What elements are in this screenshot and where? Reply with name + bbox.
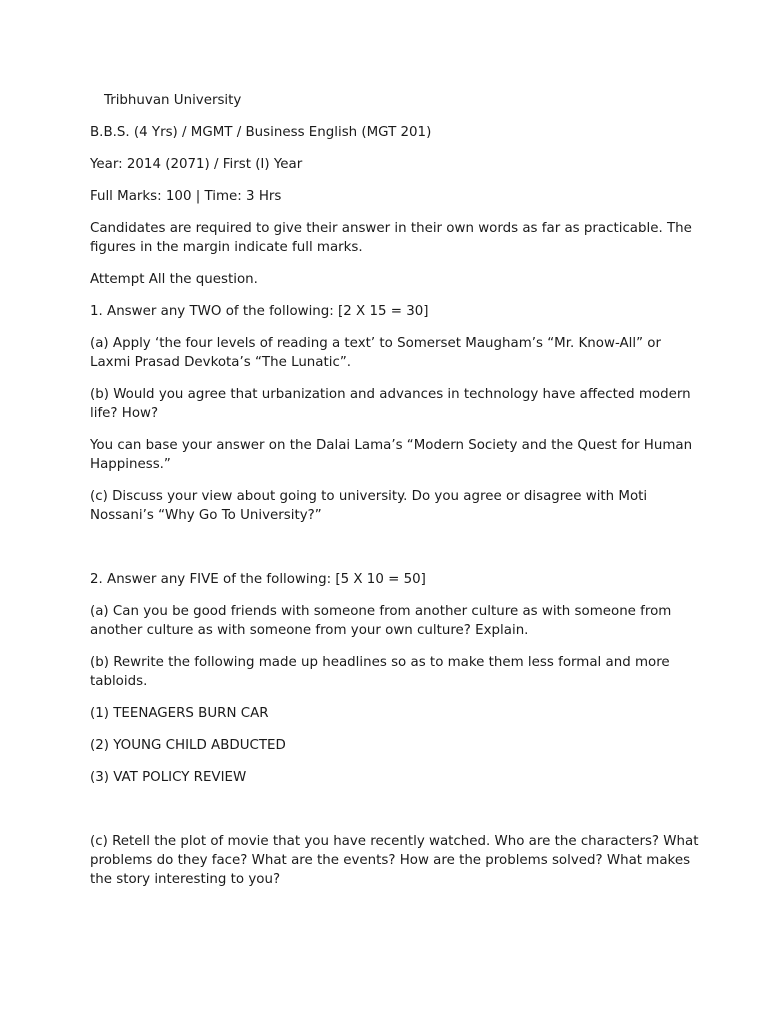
university-name: Tribhuvan University bbox=[104, 93, 242, 108]
question-1-heading: 1. Answer any TWO of the following: [2 X 15 = 30] bbox=[90, 304, 429, 319]
headline-item: (2) YOUNG CHILD ABDUCTED bbox=[90, 738, 286, 753]
exam-document bbox=[90, 91, 700, 902]
spacer bbox=[90, 538, 700, 570]
marks-time-info: Full Marks: 100 | Time: 3 Hrs bbox=[90, 189, 282, 204]
question-2c: (c) Retell the plot of movie that you have recently watched. Who are the characters? What problems do they face? What are the events? How are the problems solved? What makes the story interesting to you? bbox=[90, 834, 699, 887]
question-1b-note: You can base your answer on the Dalai Lama’s “Modern Society and the Quest for Human Happiness.” bbox=[90, 438, 693, 472]
question-2a: (a) Can you be good friends with someone from another culture as with someone from another culture as with someone from your own culture? Explain. bbox=[90, 604, 672, 638]
year-info: Year: 2014 (2071) / First (I) Year bbox=[90, 157, 303, 172]
course-info: B.B.S. (4 Yrs) / MGMT / Business English (MGT 201) bbox=[90, 125, 432, 140]
question-1a: (a) Apply ‘the four levels of reading a text’ to Somerset Maugham’s “Mr. Know-All” or Laxmi Prasad Devkota’s “The Lunatic”. bbox=[90, 336, 661, 370]
attempt-instruction: Attempt All the question. bbox=[90, 272, 258, 287]
instructions: Candidates are required to give their answer in their own words as far as practicable. The figures in the margin indicate full marks. bbox=[90, 221, 692, 255]
spacer bbox=[90, 800, 700, 832]
question-2b: (b) Rewrite the following made up headlines so as to make them less formal and more tabloids. bbox=[90, 655, 670, 689]
question-1b: (b) Would you agree that urbanization and advances in technology have affected modern life? How? bbox=[90, 387, 691, 421]
question-1c: (c) Discuss your view about going to university. Do you agree or disagree with Moti Nossani’s “Why Go To University?” bbox=[90, 489, 648, 523]
headline-item: (1) TEENAGERS BURN CAR bbox=[90, 706, 269, 721]
question-2-heading: 2. Answer any FIVE of the following: [5 X 10 = 50] bbox=[90, 572, 426, 587]
headline-item: (3) VAT POLICY REVIEW bbox=[90, 770, 247, 785]
